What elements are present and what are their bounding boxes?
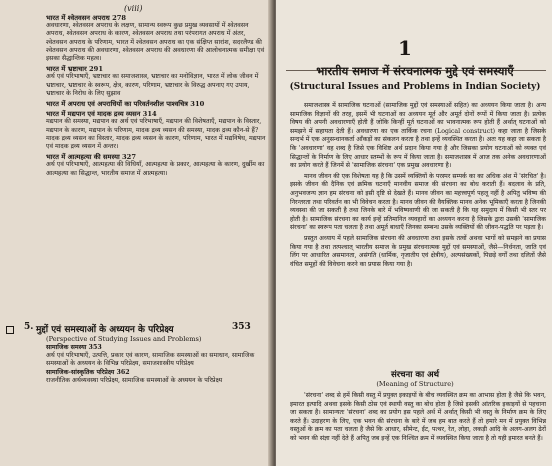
chapter-subtitle: (Perspective of Studying Issues and Problems) xyxy=(46,335,202,343)
section-subtitle: (Meaning of Structure) xyxy=(376,380,454,388)
contents-list xyxy=(46,14,266,180)
contents-entry xyxy=(46,110,266,151)
contents-heading: सामाजिक-सांस्कृतिक परिप्रेक्ष्य 362 xyxy=(46,368,130,376)
chapter-number-large: 1 xyxy=(398,36,412,60)
contents-heading: भारत में भ्रष्टाचार 291 xyxy=(46,65,103,74)
page-roman-numeral: (viii) xyxy=(124,4,143,13)
paragraph: प्रस्तुत अध्याय में पहले सामाजिक संरचना की अवधारणा तथा इसके तत्वों अथवा भागों को समझने का प्रयास किया गया है तथा तत्पश्चात् भारतीय समाज के प्रमुख संरचनात्मक मुद्दों एवं समस्याओं, जैसे—निर्धनता, जाति एवं लिंग पर आधारित असमानता, असंगति (धार्मिक, नृजातीय एवं क्षेत्रीय), अल्पसंख्यकों, पिछड़े वर्गों तथा दलितों जैसे वंचित समूहों की विवेचना करने का प्रयास किया गया है। xyxy=(290,234,546,268)
contents-heading: भारत में आत्महत्या की समस्या 327 xyxy=(46,153,136,162)
contents-body: मद्यपान की समस्या, मद्यपान का अर्थ एवं परिभाषाएँ, मद्यपान की विशेषताएँ, मद्यपान के विस्तार, मद्यपान के कारण, मद्यपान के परिणाम, मादक द्रव्य व्यसन की समस्या, मादक द्रव्य कौन-से हैं? मादक द्रव्य व्यसन का विस्तार, मादक द्रव्य व्यसन के कारण, परिणाम, भारत में मद्यनिषेध, मद्यपान एवं मादक द्रव्य व्यसन में अन्तर। xyxy=(46,118,266,151)
contents-entry xyxy=(46,65,266,98)
contents-heading: भारत में श्वेतवसन अपराध 278 xyxy=(46,14,127,22)
section-text xyxy=(290,392,546,444)
contents-entry xyxy=(46,14,266,63)
chapter-number: 5. xyxy=(24,322,34,332)
paragraph: 'संरचना' शब्द से हमें किसी वस्तु में प्रयुक्त इकाइयों के बीच व्यवस्थित क्रम का आभास होता है जैसे कि भवन, इमारत इत्यादि अथवा इसके किसी ठोस एवं स्थायी वस्तु का बोध होता है जिसे इसकी आंतरिक इकाइयों से पहचाना जा सकता है। सामान्यतः 'संरचना' शब्द का प्रयोग इस पहले अर्थ में अर्थात् किसी भी वस्तु के निर्माण क्रम के लिए करते हैं। उदाहरण के लिए, एक भवन की संरचना के बारे में जब हम बात करते हैं तो हमारे मन में प्रयुक्त विभिन्न वस्तुओं के क्रम का पता चलता है जैसे कि आधार, सीमेन्ट, ईंट, पत्थर, रेत, लोहा, लकड़ी आदि के अलग-अलग ढेरों को भवन की संज्ञा नहीं देते हैं अपितु जब इन्हें एक निश्चित क्रम में व्यवस्थित किया जाता है तो यही इमारत बनते हैं। xyxy=(290,392,546,442)
contents-heading: सामाजिक समस्या 353 xyxy=(46,344,102,351)
chapter-title-hindi: भारतीय समाज में संरचनात्मक मुद्दे एवं समस्याएँ xyxy=(316,64,514,78)
section-heading: संरचना का अर्थ xyxy=(390,370,440,380)
contents-body: अवधारणा, श्वेतवसन अपराध के लक्षण, सामान्य स्वरूप कुछ प्रमुख व्यवसायों में श्वेतवसन अपराध, श्वेतवसन अपराध के कारण, श्वेतवसन अपराध तथा परंपरागत अपराध में अंतर, श्वेतवसन अपराध के परिणाम, भारत में श्वेतवसन अपराध का एक संक्षिप्त सारांश, सदरलैण्ड की श्वेतवसन अपराध की अवधारणा, श्वेतवसन अपराध की अवधारणा की आलोचनात्मक समीक्षा एवं इसका सैद्धान्तिक महत्व। xyxy=(46,22,265,63)
contents-body: अर्थ एवं परिभाषाएँ, भ्रष्टाचार का समाजशास्त्र, भ्रष्टाचार का मनोविज्ञान, भारत में लोक जीवन में भ्रष्टाचार, भ्रष्टाचार के स्वरूप, क्षेत्र, कारण, परिणाम, भ्रष्टाचार के विरुद्ध अपनाए गए उपाय, भ्रष्टाचार के निरोध के लिए सुझाव xyxy=(46,73,259,97)
chapter-intro-text xyxy=(290,102,546,271)
contents-body: अर्थ एवं परिभाषाएँ, आत्महत्या की विधियाँ, आत्महत्या के प्रकार, आत्महत्या के कारण, दुर्खीम का आत्महत्या का सिद्धान्त, भारतीय समाज में आत्महत्या। xyxy=(46,161,265,177)
chapter-contents xyxy=(46,344,266,385)
paragraph: समाजशास्त्र में सामाजिक घटनाओं (सामाजिक मुद्दों एवं समस्याओं सहित) का अध्ययन किया जाता है। अन्य सामाजिक विज्ञानों की तरह, इसमें भी घटनाओं का अध्ययन मूर्त और अमूर्त दोनों रूपों में किया जाता है। प्रत्येक विषय की अपनी अवधारणाएँ होती हैं जोकि किन्हीं मूर्त घटनाओं का भावनात्मक रूप होती हैं अर्थात् घटनाओं को समझने में सहायता देती हैं। अवधारणा का एक तार्किक रचना (Logical construct) कहा जाता है जिसके सन्दर्भ में एक अनुसन्धानकर्ता आँकड़ों का संकलन करता है तथा इन्हें व्यवस्थित करता है। अतः यह कहा जा सकता है कि 'अवधारणा' वह शब्द है जिसे एक विशिष्ट अर्थ प्रदान किया गया है और जिसका प्रयोग घटनाओं को व्यक्त एवं सिद्धान्तों के निर्माण के लिए आधार स्तम्भों के रूप में किया जाता है। समाजशास्त्र में आज तक अनेक अवधारणाओं का प्रयोग करते हैं जिनमें से 'सामाजिक संरचना' एक प्रमुख अवधारणा है। xyxy=(290,102,546,170)
left-page-contents xyxy=(0,0,272,466)
contents-entry xyxy=(46,100,266,108)
chapter-title-english: (Structural Issues and Problems in Indian Society) xyxy=(289,82,541,92)
contents-body: अर्थ एवं परिभाषाएँ, उत्पत्ति, प्रकार एवं कारण, सामाजिक समस्याओं का समाधान, सामाजिक समस्याओं के अध्ययन के विभिन्न परिप्रेक्ष्य, समाजशास्त्रीय परिप्रेक्ष्य xyxy=(46,352,255,368)
contents-heading: भारत में मद्यपान एवं मादक द्रव्य व्यसन 314 xyxy=(46,110,157,119)
contents-body: राजनीतिक अर्थव्यवस्था परिप्रेक्ष्य, सामाजिक समस्याओं के अध्ययन के परिप्रेक्ष्य xyxy=(46,376,223,384)
chapter-page-number: 353 xyxy=(232,322,251,332)
contents-entry xyxy=(46,153,266,178)
square-bullet-icon xyxy=(6,326,14,334)
paragraph: मानव जीवन की एक विशेषता यह है कि उसमें व्यक्तियों के परस्पर सम्पर्क का का अधिक अंश में 'संरचित' है। इसके जीवन की दैनिक एवं क्रमिक घटनाएँ मानवीय समाज की संरचना का बोध कराती हैं। बदलाव के प्रति, अनुभवजन्य ज्ञान हम संरचना को इसी दृष्टि से देखते हैं। मानव जीवन का महत्त्वपूर्ण पहलू नहीं है अपितु भविष्य की निरन्तरता तथा परिवर्तन का भी विवेचन करता है। मानव जीवन की वैयक्तिक मानव अनेक भूमिकाएँ करता है जिनकी व्यवस्था की जा सकती है तथा जिनके बारे में भविष्यवाणी की जा सकती है कि यह समुदाय में किसी भी स्तर पर होती है। सामाजिक संरचना का कार्य इन्हें प्रतिमानित व्यवहारों का अध्ययन करना है जिसके द्वारा उसकी 'सामाजिक संरचना' का स्वरूप पता चलता है तथा अमूर्त बाधाएँ जिनका सम्बन्ध उसके व्यक्तियों की जीवन-पद्धति पर पड़ता है। xyxy=(290,172,546,232)
contents-heading: भारत में अपराध एवं अपराधियों का परिवर्तनशील पाश्वचित्र 310 xyxy=(46,100,205,109)
chapter-title: मुद्दों एवं समस्याओं के अध्ययन के परिप्रेक्ष्य xyxy=(36,325,174,335)
